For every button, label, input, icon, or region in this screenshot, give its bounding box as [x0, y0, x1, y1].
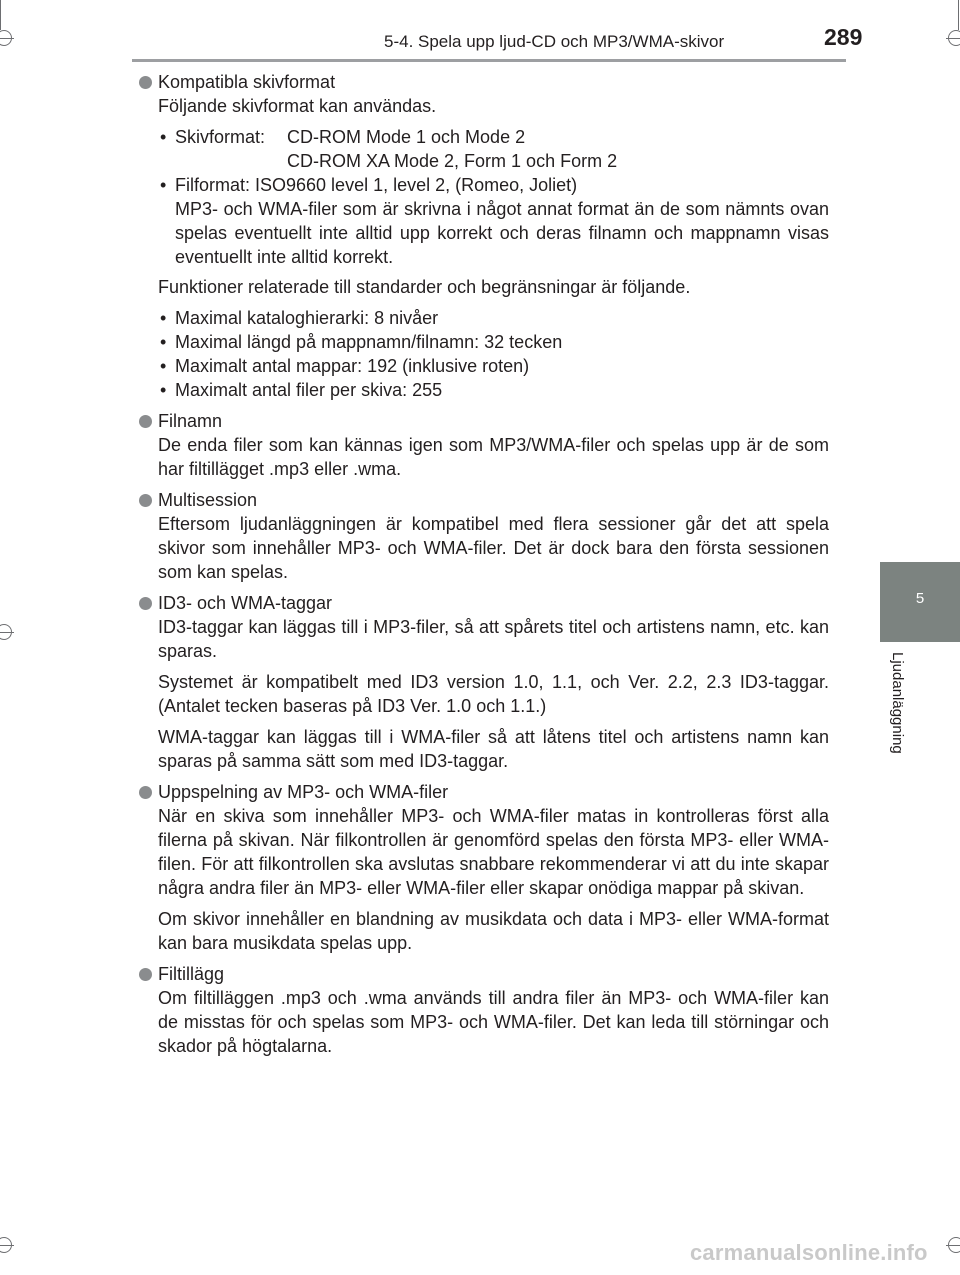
section-tags	[139, 591, 829, 773]
list-item: • Maximal kataloghierarki: 8 nivåer	[158, 306, 829, 330]
section-heading-row	[139, 409, 829, 433]
chapter-number: 5	[915, 590, 925, 607]
section-heading-row	[139, 591, 829, 615]
crop-mark	[0, 30, 12, 46]
list-item: • Maximalt antal mappar: 192 (inklusive roten)	[158, 354, 829, 378]
bullet-dot-icon	[139, 494, 152, 507]
section-heading: Filnamn	[158, 411, 223, 431]
crop-mark	[958, 0, 959, 30]
chapter-label-wrap	[880, 648, 912, 798]
bullet-dot-icon	[139, 76, 152, 89]
disc-format-row	[175, 125, 829, 149]
section-heading-row	[139, 780, 829, 804]
disc-format-value: CD-ROM XA Mode 2, Form 1 och Form 2	[287, 151, 618, 171]
paragraph: ID3-taggar kan läggas till i MP3-filer, så att spårets titel och artistens namn, etc. kan sparas.	[158, 617, 829, 661]
format-list	[158, 125, 829, 269]
list-item: • Maximalt antal filer per skiva: 255	[158, 378, 829, 402]
list-item: • Maximal längd på mappnamn/filnamn: 32 tecken	[158, 330, 829, 354]
paragraph: Funktioner relaterade till standarder och begränsningar är följande.	[158, 277, 691, 297]
chapter-tab	[880, 562, 960, 642]
section-playback	[139, 780, 829, 955]
section-heading-row	[139, 488, 829, 512]
crop-mark	[948, 30, 960, 46]
section-heading: ID3- och WMA-taggar	[158, 593, 333, 613]
chapter-label: Ljudanläggning	[889, 652, 906, 754]
section-multisession	[139, 488, 829, 584]
section-heading: Filtillägg	[158, 964, 225, 984]
section-body	[158, 804, 829, 955]
section-heading: Multisession	[158, 490, 258, 510]
bullet-dot-icon	[139, 597, 152, 610]
paragraph: Om filtilläggen .mp3 och .wma används till andra filer än MP3- och WMA-filer kan de misstas för och spelas som MP3- och WMA-filer. Det kan leda till störningar och skador på högtalarna.	[158, 988, 829, 1056]
disc-format-label: • Skivformat:	[175, 127, 266, 147]
section-heading: Kompatibla skivformat	[158, 72, 336, 92]
paragraph: Om skivor innehåller en blandning av musikdata och data i MP3- eller WMA-format kan bara musikdata spelas upp.	[158, 909, 829, 953]
bullet-dot-icon	[139, 415, 152, 428]
list-item	[158, 173, 829, 269]
crop-mark	[0, 1237, 12, 1253]
crop-mark	[0, 624, 12, 640]
section-body	[158, 433, 829, 481]
bullet-dot-icon	[139, 786, 152, 799]
section-filenames	[139, 409, 829, 481]
section-body	[158, 615, 829, 773]
watermark: carmanualsonline.info	[690, 1240, 928, 1265]
section-heading-row	[139, 70, 829, 94]
crop-mark	[0, 0, 1, 30]
section-heading-row	[139, 962, 829, 986]
section-body	[158, 512, 829, 584]
main-content	[139, 70, 829, 1065]
section-compatible	[139, 70, 829, 402]
paragraph: När en skiva som innehåller MP3- och WMA-filer matas in kontrolleras först alla filerna på skivan. När filkontrollen är genomförd spelas den första MP3- eller WMA-filen. För att filkontrollen ska avslutas snabbare rekommenderar vi att du inte skapar några andra filer än MP3- eller WMA-filer eller skapar onödiga mappar på skivan.	[158, 806, 829, 898]
file-format: • Filformat: ISO9660 level 1, level 2, (Romeo, Joliet)	[175, 175, 578, 195]
paragraph: Eftersom ljudanläggningen är kompatibel med flera sessioner går det att spela skivor som innehåller MP3- och WMA-filer. Det är dock bara den första sessionen som kan spelas.	[158, 514, 829, 582]
section-body	[158, 94, 829, 402]
section-extension	[139, 962, 829, 1058]
disc-format-value: CD-ROM Mode 1 och Mode 2	[287, 127, 526, 147]
header-title: 5-4. Spela upp ljud-CD och MP3/WMA-skivor	[384, 32, 725, 51]
paragraph: WMA-taggar kan läggas till i WMA-filer så att låtens titel och artistens namn kan sparas på samma sätt som med ID3-taggar.	[158, 727, 829, 771]
header-rule	[132, 59, 846, 62]
crop-mark	[948, 1237, 960, 1253]
list-item	[158, 125, 829, 173]
paragraph: Systemet är kompatibelt med ID3 version 1.0, 1.1, och Ver. 2.2, 2.3 ID3-taggar. (Antalet tecken baseras på ID3 Ver. 1.0 och 1.1.)	[158, 672, 829, 716]
file-format-note: MP3- och WMA-filer som är skrivna i något annat format än de som nämnts ovan spelas eventuellt inte alltid upp korrekt och deras filnamn och mappnamn visas eventuellt inte alltid korrekt.	[175, 199, 829, 267]
section-body	[158, 986, 829, 1058]
paragraph: Följande skivformat kan användas.	[158, 96, 437, 116]
limits-list	[158, 306, 829, 402]
paragraph: De enda filer som kan kännas igen som MP3/WMA-filer och spelas upp är de som har filtillägget .mp3 eller .wma.	[158, 435, 829, 479]
bullet-dot-icon	[139, 968, 152, 981]
page-number: 289	[824, 24, 863, 50]
section-heading: Uppspelning av MP3- och WMA-filer	[158, 782, 449, 802]
